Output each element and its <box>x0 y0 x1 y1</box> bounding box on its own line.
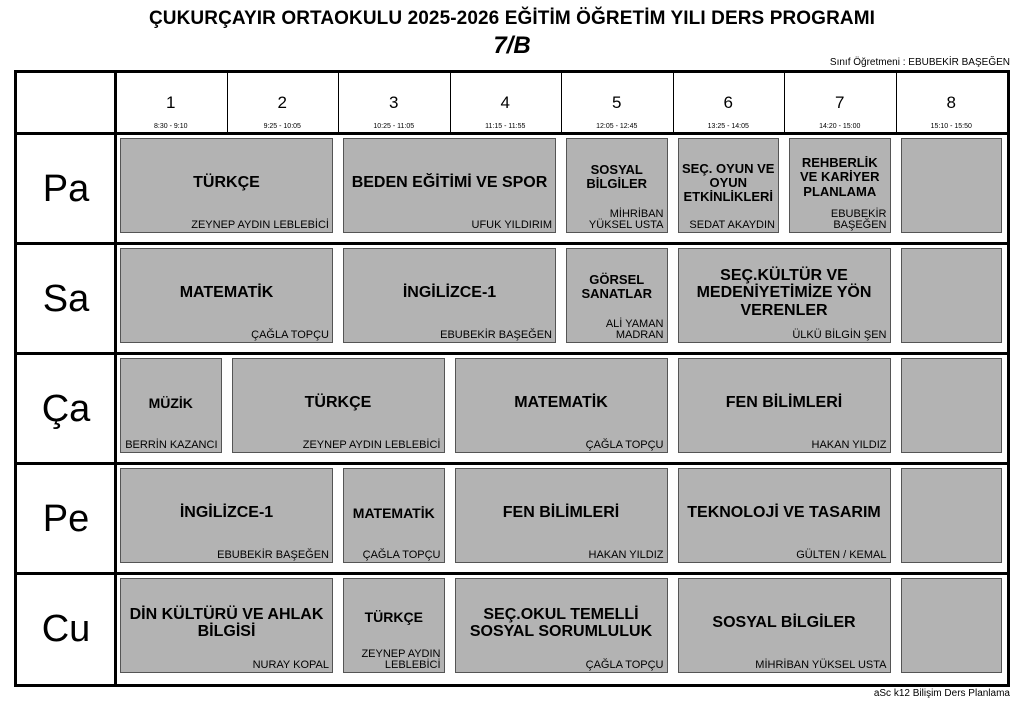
period-header <box>561 73 673 134</box>
lesson-subject: TÜRKÇE <box>304 394 372 411</box>
lesson-block <box>343 468 445 563</box>
lesson-subject: MÜZİK <box>148 394 193 411</box>
lesson-block <box>901 138 1003 233</box>
page-title: ÇUKURÇAYIR ORTAOKULU 2025-2026 EĞİTİM ÖĞRETİM YILI DERS PROGRAMI <box>148 8 876 29</box>
lesson-block <box>120 358 222 453</box>
period-time: 10:25 - 11:05 <box>373 123 415 130</box>
class-name: 7/B <box>493 32 531 59</box>
lesson-subject: SOSYAL BİLGİLER <box>712 614 856 631</box>
period-header <box>227 73 339 134</box>
day-label: Pe <box>42 498 90 540</box>
period-header <box>115 73 227 134</box>
lesson-subject: SEÇ.KÜLTÜR VE MEDENİYETİMİZE YÖN VERENLER <box>696 266 872 319</box>
lesson-teacher: ÇAĞLA TOPÇU <box>251 329 329 341</box>
period-time: 8:30 - 9:10 <box>154 123 188 130</box>
lesson-teacher: EBUBEKİR BAŞEĞEN <box>217 549 329 561</box>
lesson-block <box>566 138 668 233</box>
lesson-teacher: GÜLTEN / KEMAL <box>796 549 887 561</box>
period-header <box>338 73 450 134</box>
grid-line <box>17 462 1007 465</box>
period-time: 14:20 - 15:00 <box>819 123 861 130</box>
period-number: 2 <box>277 93 287 112</box>
period-number: 3 <box>389 93 399 112</box>
lesson-teacher: NURAY KOPAL <box>252 659 329 671</box>
period-time: 13:25 - 14:05 <box>707 123 749 130</box>
lesson-block <box>789 138 891 233</box>
lesson-teacher: MİHRİBAN YÜKSEL USTA <box>588 208 664 231</box>
period-header <box>450 73 562 134</box>
lesson-teacher: ZEYNEP AYDIN LEBLEBİCİ <box>302 439 441 451</box>
lesson-teacher: ALİ YAMAN MADRAN <box>605 318 664 341</box>
lesson-block <box>566 248 668 343</box>
lesson-teacher: ZEYNEP AYDIN LEBLEBİCİ <box>361 648 441 671</box>
lesson-subject: SEÇ. OYUN VE OYUN ETKİNLİKLERİ <box>682 160 775 205</box>
lesson-subject: BEDEN EĞİTİMİ VE SPOR <box>351 174 548 191</box>
lesson-block <box>678 578 891 673</box>
lesson-teacher: EBUBEKİR BAŞEĞEN <box>830 208 887 231</box>
lesson-teacher: HAKAN YILDIZ <box>588 549 664 561</box>
day-label: Sa <box>42 278 90 320</box>
lesson-subject: MATEMATİK <box>514 394 608 411</box>
lesson-subject: TÜRKÇE <box>364 609 423 625</box>
day-label: Ça <box>41 388 91 430</box>
lesson-block <box>678 358 891 453</box>
timetable-grid <box>14 70 1010 687</box>
class-teacher-line: Sınıf Öğretmeni : EBUBEKİR BAŞEĞEN <box>829 57 1010 68</box>
day-label: Pa <box>42 168 90 210</box>
lesson-block <box>232 358 445 453</box>
lesson-block <box>455 468 668 563</box>
lesson-block <box>678 248 891 343</box>
lesson-block <box>120 468 333 563</box>
lesson-block <box>343 248 556 343</box>
period-header <box>784 73 896 134</box>
period-number: 7 <box>835 93 845 112</box>
lesson-teacher: SEDAT AKAYDIN <box>689 219 775 231</box>
lesson-teacher: UFUK YILDIRIM <box>471 219 552 231</box>
lesson-block <box>120 578 333 673</box>
lesson-teacher: HAKAN YILDIZ <box>811 439 887 451</box>
lesson-block <box>120 248 333 343</box>
lesson-subject: FEN BİLİMLERİ <box>725 394 843 411</box>
lesson-block <box>901 578 1003 673</box>
lesson-teacher: ÇAĞLA TOPÇU <box>585 659 664 671</box>
lesson-block <box>678 468 891 563</box>
lesson-block <box>120 138 333 233</box>
period-time: 15:10 - 15:50 <box>930 123 972 130</box>
lesson-teacher: MİHRİBAN YÜKSEL USTA <box>755 659 887 671</box>
lesson-subject: TEKNOLOJİ VE TASARIM <box>687 504 881 521</box>
lesson-subject: SOSYAL BİLGİLER <box>586 162 648 192</box>
lesson-subject: FEN BİLİMLERİ <box>502 504 620 521</box>
period-number: 8 <box>946 93 956 112</box>
lesson-teacher: BERRİN KAZANCI <box>125 439 218 451</box>
period-number: 5 <box>612 93 622 112</box>
lesson-block <box>455 358 668 453</box>
lesson-subject: İNGİLİZCE-1 <box>402 284 497 301</box>
lesson-subject: MATEMATİK <box>179 284 274 301</box>
grid-line <box>17 572 1007 575</box>
lesson-teacher: ÇAĞLA TOPÇU <box>585 439 664 451</box>
lesson-block <box>343 138 556 233</box>
lesson-block <box>901 468 1003 563</box>
period-header <box>896 73 1008 134</box>
lesson-block <box>455 578 668 673</box>
lesson-subject: GÖRSEL SANATLAR <box>581 272 653 302</box>
period-number: 1 <box>166 93 176 112</box>
period-time: 12:05 - 12:45 <box>596 123 638 130</box>
lesson-teacher: EBUBEKİR BAŞEĞEN <box>440 329 552 341</box>
grid-line <box>17 242 1007 245</box>
period-number: 6 <box>723 93 733 112</box>
period-time: 9:25 - 10:05 <box>263 123 301 130</box>
lesson-block <box>343 578 445 673</box>
period-header <box>673 73 785 134</box>
footer-credit: aSc k12 Bilişim Ders Planlama <box>873 688 1010 699</box>
lesson-teacher: ÜLKÜ BİLGİN ŞEN <box>792 329 887 341</box>
lesson-subject: DİN KÜLTÜRÜ VE AHLAK BİLGİSİ <box>129 605 324 641</box>
lesson-block <box>678 138 780 233</box>
lesson-subject: REHBERLİK VE KARİYER PLANLAMA <box>800 155 880 199</box>
period-number: 4 <box>500 93 510 112</box>
grid-line <box>17 352 1007 355</box>
lesson-block <box>901 248 1003 343</box>
period-time: 11:15 - 11:55 <box>485 123 526 130</box>
lesson-subject: MATEMATİK <box>352 504 435 521</box>
lesson-subject: TÜRKÇE <box>193 174 260 191</box>
lesson-teacher: ÇAĞLA TOPÇU <box>362 549 441 561</box>
lesson-subject: İNGİLİZCE-1 <box>179 504 274 521</box>
lesson-teacher: ZEYNEP AYDIN LEBLEBİCİ <box>191 219 329 231</box>
lesson-block <box>901 358 1003 453</box>
lesson-subject: SEÇ.OKUL TEMELLİ SOSYAL SORUMLULUK <box>469 605 653 641</box>
day-label: Cu <box>41 608 91 650</box>
